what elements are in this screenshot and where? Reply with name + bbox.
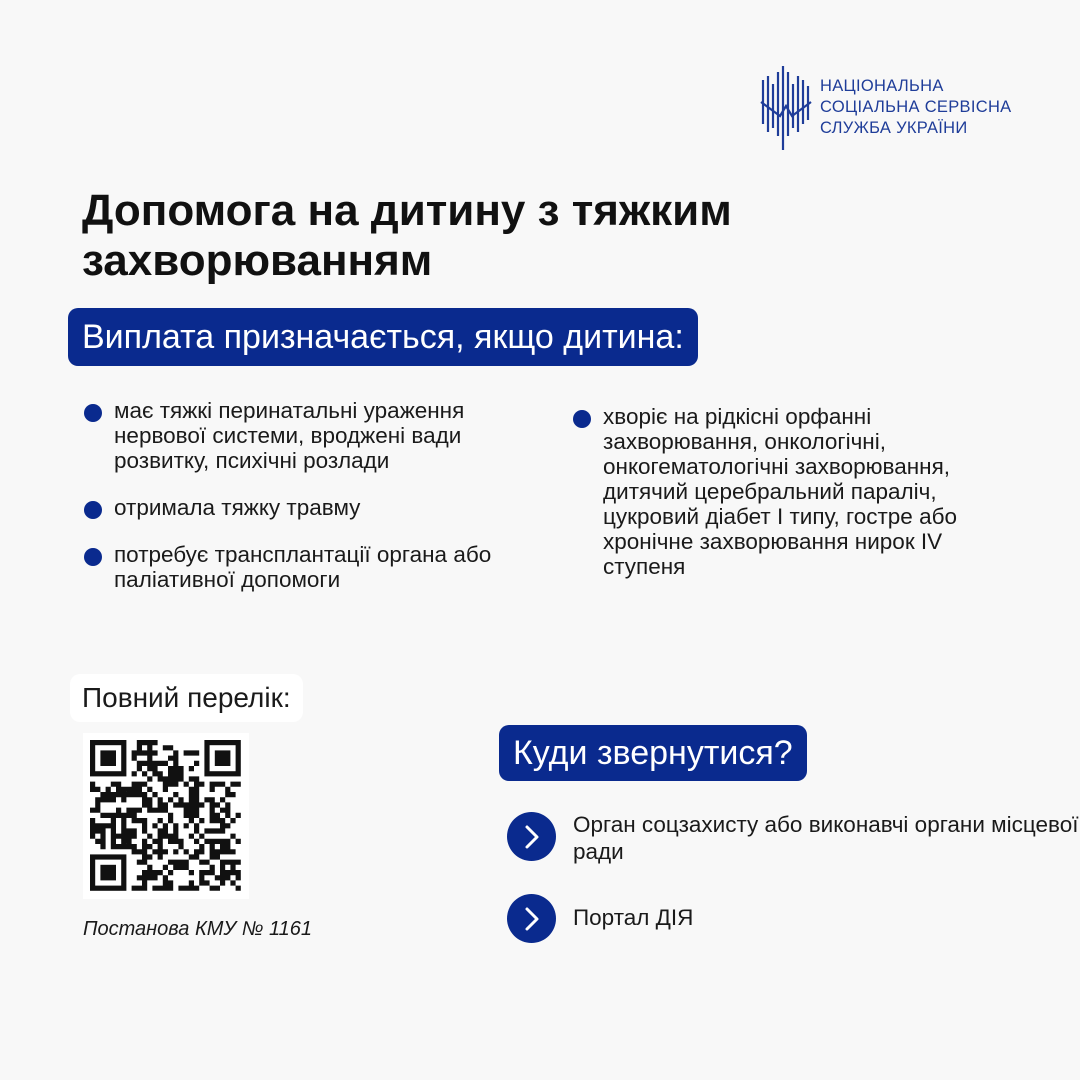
- where-heading: Куди звернутися?: [499, 725, 807, 781]
- where-item-social-protection[interactable]: [507, 812, 1080, 865]
- condition-text: хворіє на рідкісні орфанні захворювання, онкологічні, онкогематологічні захворювання, дитячий церебральний параліч, цукровий діабет I типу, гостре або хронічне захворювання нирок IV ступеня: [603, 404, 957, 579]
- bullet-dot-icon: [84, 404, 102, 422]
- bullet-dot-icon: [84, 548, 102, 566]
- condition-text: має тяжкі перинатальні ураження нервової системи, вроджені вади розвитку, психічні розлади: [114, 398, 465, 473]
- condition-item: [573, 404, 1013, 579]
- qr-code-icon[interactable]: [83, 733, 249, 899]
- condition-text: отримала тяжку травму: [114, 495, 361, 520]
- logo: [758, 62, 1011, 152]
- condition-text: потребує трансплантації органа або паліативної допомоги: [114, 542, 492, 592]
- where-item-label: Орган соцзахисту або виконавчі органи місцевої ради: [573, 812, 1079, 864]
- logo-text: [820, 76, 1011, 139]
- logo-line: НАЦІОНАЛЬНА: [820, 76, 944, 95]
- logo-line: СОЦІАЛЬНА СЕРВІСНА: [820, 97, 1012, 116]
- condition-item: [84, 398, 554, 473]
- condition-item: [84, 495, 554, 520]
- bullet-dot-icon: [573, 410, 591, 428]
- full-list-label: Повний перелік:: [70, 674, 303, 722]
- page-title: Допомога на дитину з тяжким захворюванням: [82, 186, 732, 285]
- conditions-heading: Виплата призначається, якщо дитина:: [68, 308, 698, 366]
- chevron-right-icon: [507, 894, 556, 943]
- chevron-right-icon: [507, 812, 556, 861]
- nssu-emblem-icon: [758, 62, 814, 152]
- decree-reference: Постанова КМУ № 1161: [83, 918, 312, 940]
- condition-item: [84, 542, 554, 592]
- bullet-dot-icon: [84, 501, 102, 519]
- where-item-diia-portal[interactable]: [507, 894, 693, 943]
- conditions-list-right: [573, 404, 1013, 601]
- where-item-label: Портал ДІЯ: [573, 905, 694, 930]
- logo-line: СЛУЖБА УКРАЇНИ: [820, 118, 968, 137]
- conditions-list-left: [84, 398, 554, 614]
